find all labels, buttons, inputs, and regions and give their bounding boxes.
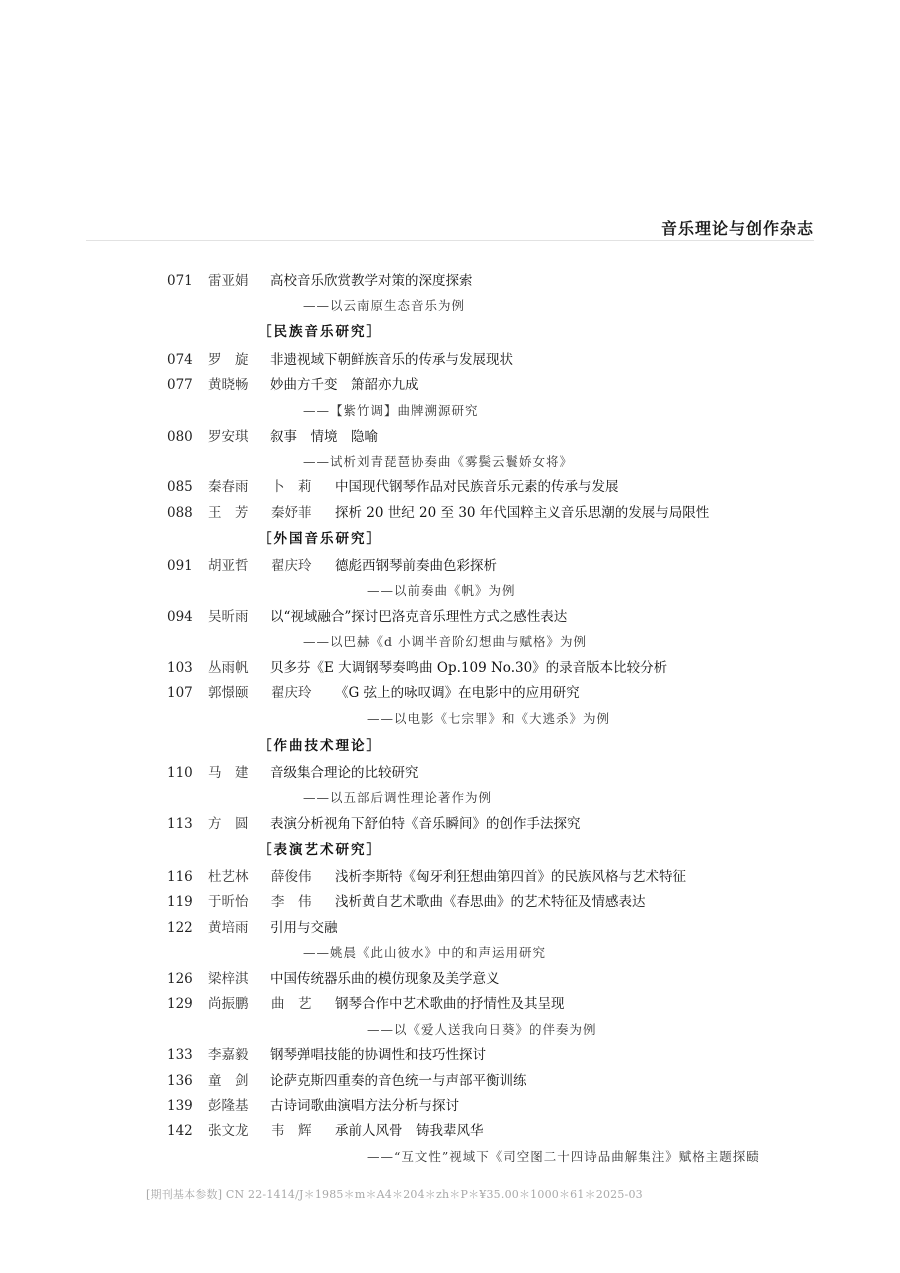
author-name: 韦 辉 xyxy=(271,1123,312,1139)
author-name: 黄晓畅 xyxy=(208,377,249,393)
article-title: 浅析黄自艺术歌曲《春思曲》的艺术特征及情感表达 xyxy=(335,894,646,910)
page-number: 142 xyxy=(167,1123,193,1139)
author-name: 张文龙 xyxy=(208,1123,249,1139)
article-title: 表演分析视角下舒伯特《音乐瞬间》的创作手法探究 xyxy=(270,816,581,832)
page-number: 136 xyxy=(167,1073,193,1089)
section-heading-label: ［民族音乐研究］ xyxy=(258,324,382,340)
author-name: 黄培雨 xyxy=(208,920,249,936)
page-number: 091 xyxy=(167,558,193,574)
section-heading-label: ［表演艺术研究］ xyxy=(258,842,382,858)
article-title: 钢琴合作中艺术歌曲的抒情性及其呈现 xyxy=(335,996,565,1012)
author-name: 尚振鹏 xyxy=(208,996,249,1012)
author-name: 王 芳 xyxy=(208,505,249,521)
subtitle-text: ——“互文性”视域下《司空图二十四诗品曲解集注》赋格主题探赜 xyxy=(367,1149,760,1164)
author-name: 翟庆玲 xyxy=(271,558,312,574)
subtitle-text: ——以前奏曲《帆》为例 xyxy=(367,583,516,598)
page-number: 080 xyxy=(167,429,193,445)
subtitle-text: ——以云南原生态音乐为例 xyxy=(303,298,466,313)
article-title: 音级集合理论的比较研究 xyxy=(270,765,419,781)
author-name: 马 建 xyxy=(208,765,249,781)
page-number: 122 xyxy=(167,920,193,936)
author-name: 薛俊伟 xyxy=(271,869,312,885)
article-title: 贝多芬《E 大调钢琴奏鸣曲 Op.109 No.30》的录音版本比较分析 xyxy=(270,660,668,676)
author-name: 郭憬颐 xyxy=(208,685,249,701)
author-name: 胡亚哲 xyxy=(208,558,249,574)
article-title: 古诗词歌曲演唱方法分析与探讨 xyxy=(270,1098,459,1114)
author-name: 方 圆 xyxy=(208,816,249,832)
article-title: 论萨克斯四重奏的音色统一与声部平衡训练 xyxy=(270,1073,527,1089)
article-title: 高校音乐欣赏教学对策的深度探索 xyxy=(270,273,473,289)
subtitle-text: ——试析刘青琵琶协奏曲《雾鬓云鬟娇女将》 xyxy=(303,454,574,469)
article-title: 以“视域融合”探讨巴洛克音乐理性方式之感性表达 xyxy=(270,609,568,625)
article-title: 浅析李斯特《匈牙利狂想曲第四首》的民族风格与艺术特征 xyxy=(335,869,686,885)
page-number: 133 xyxy=(167,1047,193,1063)
subtitle-text: ——以《爱人送我向日葵》的伴奏为例 xyxy=(367,1022,597,1037)
article-title: 钢琴弹唱技能的协调性和技巧性探讨 xyxy=(270,1047,486,1063)
section-heading-label: ［外国音乐研究］ xyxy=(258,531,382,547)
page-number: 094 xyxy=(167,609,193,625)
article-title: 中国现代钢琴作品对民族音乐元素的传承与发展 xyxy=(335,479,619,495)
article-title: 非遗视域下朝鲜族音乐的传承与发展现状 xyxy=(270,352,513,368)
author-name: 曲 艺 xyxy=(271,996,312,1012)
journal-title: 音乐理论与创作杂志 xyxy=(660,219,814,238)
author-name: 秦春雨 xyxy=(208,479,249,495)
section-heading-label: ［作曲技术理论］ xyxy=(258,738,382,754)
author-name: 翟庆玲 xyxy=(271,685,312,701)
author-name: 李嘉毅 xyxy=(208,1047,249,1063)
author-name: 于昕怡 xyxy=(208,894,249,910)
page-number: 129 xyxy=(167,996,193,1012)
subtitle-text: ——以电影《七宗罪》和《大逃杀》为例 xyxy=(367,711,611,726)
journal-parameters-footer: [期刊基本参数] CN 22-1414/J＊1985＊m＊A4＊204＊zh＊P＊¥35.00＊1000＊61＊2025-03 xyxy=(146,1188,643,1201)
article-title: 德彪西钢琴前奏曲色彩探析 xyxy=(335,558,497,574)
article-title: 叙事 情境 隐喻 xyxy=(270,429,378,445)
article-title: 妙曲方千变 箫韶亦九成 xyxy=(270,377,419,393)
page-number: 074 xyxy=(167,352,193,368)
author-name: 吴昕雨 xyxy=(208,609,249,625)
page-number: 107 xyxy=(167,685,193,701)
subtitle-text: ——以五部后调性理论著作为例 xyxy=(303,790,493,805)
page-number: 116 xyxy=(167,869,193,885)
author-name: 雷亚娟 xyxy=(208,273,249,289)
subtitle-text: ——以巴赫《d 小调半音阶幻想曲与赋格》为例 xyxy=(303,634,587,649)
subtitle-text: ——【紫竹调】曲牌溯源研究 xyxy=(303,403,479,418)
article-title: 承前人风骨 铸我辈风华 xyxy=(335,1123,484,1139)
author-name: 秦妤菲 xyxy=(271,505,312,521)
page-number: 110 xyxy=(167,765,193,781)
page-number: 077 xyxy=(167,377,193,393)
author-name: 彭隆基 xyxy=(208,1098,249,1114)
page-number: 113 xyxy=(167,816,193,832)
subtitle-text: ——姚晨《此山彼水》中的和声运用研究 xyxy=(303,945,547,960)
page-number: 119 xyxy=(167,894,193,910)
author-name: 梁梓淇 xyxy=(208,971,249,987)
author-name: 童 剑 xyxy=(208,1073,249,1089)
article-title: 探析 20 世纪 20 至 30 年代国粹主义音乐思潮的发展与局限性 xyxy=(335,505,710,521)
author-name: 丛雨帆 xyxy=(208,660,249,676)
article-title: 《G 弦上的咏叹调》在电影中的应用研究 xyxy=(335,685,580,701)
page-number: 103 xyxy=(167,660,193,676)
author-name: 李 伟 xyxy=(271,894,312,910)
author-name: 罗安琪 xyxy=(208,429,249,445)
page-number: 126 xyxy=(167,971,193,987)
author-name: 卜 莉 xyxy=(271,479,312,495)
article-title: 中国传统器乐曲的模仿现象及美学意义 xyxy=(270,971,500,987)
author-name: 罗 旋 xyxy=(208,352,249,368)
page-number: 085 xyxy=(167,479,193,495)
author-name: 杜艺林 xyxy=(208,869,249,885)
article-title: 引用与交融 xyxy=(270,920,338,936)
page-number: 071 xyxy=(167,273,193,289)
page-number: 088 xyxy=(167,505,193,521)
page-number: 139 xyxy=(167,1098,193,1114)
